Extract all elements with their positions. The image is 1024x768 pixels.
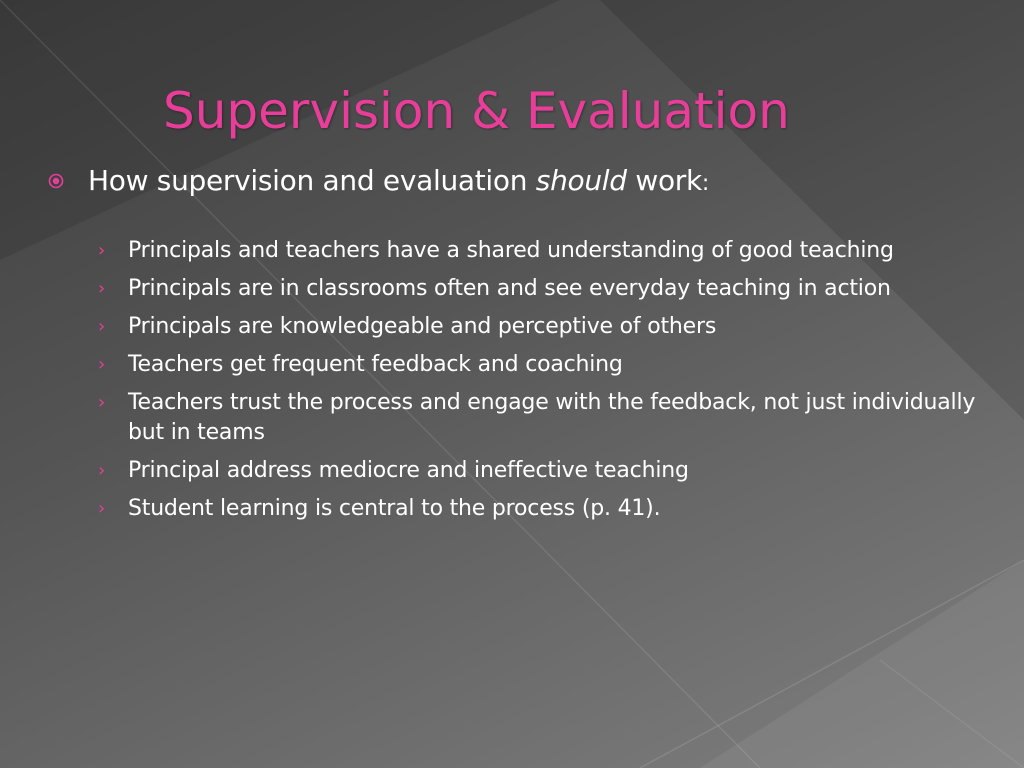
sub-bullet-text: Student learning is central to the process (p. 41). <box>128 496 661 521</box>
slide-title: Supervision & Evaluation <box>163 82 790 140</box>
chevron-right-icon: › <box>98 278 106 299</box>
circle-bullet-icon <box>48 173 64 189</box>
main-bullet-emphasis: should <box>535 164 627 197</box>
sub-bullet-list <box>96 236 976 532</box>
list-item <box>96 456 976 486</box>
sub-bullet-text: Teachers get frequent feedback and coaching <box>128 352 623 377</box>
main-bullet-colon: : <box>701 171 710 196</box>
chevron-right-icon: › <box>98 392 106 413</box>
sub-bullet-text: Principals are knowledgeable and perceptive of others <box>128 314 717 339</box>
list-item <box>96 312 976 342</box>
list-item <box>96 388 976 448</box>
main-bullet-text <box>88 160 709 205</box>
list-item <box>96 236 976 266</box>
list-item <box>96 350 976 380</box>
list-item <box>96 494 976 524</box>
main-bullet-prefix: How supervision and evaluation <box>88 164 536 197</box>
chevron-right-icon: › <box>98 240 106 261</box>
sub-bullet-text: Principals and teachers have a shared understanding of good teaching <box>128 238 894 263</box>
sub-bullet-text: Principal address mediocre and ineffective teaching <box>128 458 689 483</box>
chevron-right-icon: › <box>98 498 106 519</box>
list-item <box>96 274 976 304</box>
chevron-right-icon: › <box>98 354 106 375</box>
sub-bullet-text: Teachers trust the process and engage with the feedback, not just individually but in teams <box>128 390 976 445</box>
main-bullet-suffix: work <box>626 164 702 197</box>
chevron-right-icon: › <box>98 460 106 481</box>
chevron-right-icon: › <box>98 316 106 337</box>
sub-bullet-text: Principals are in classrooms often and see everyday teaching in action <box>128 276 891 301</box>
